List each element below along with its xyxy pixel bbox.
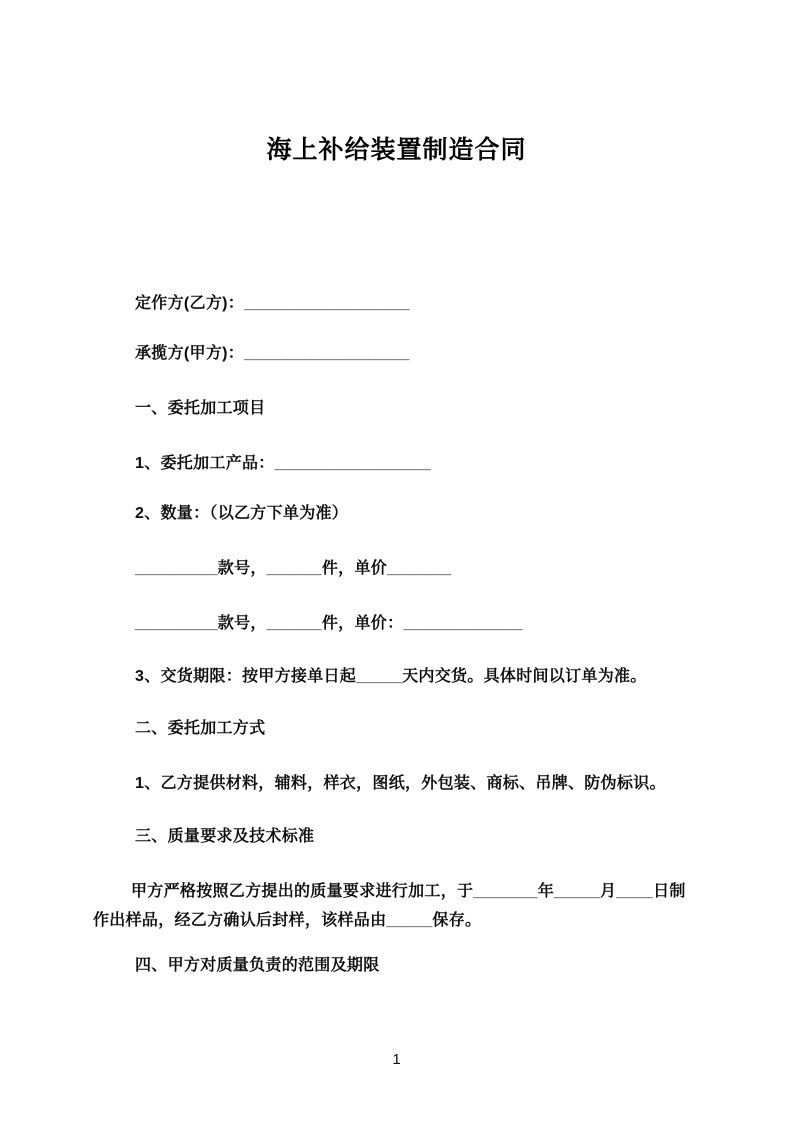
line-quality-p1: 甲方严格按照乙方提出的质量要求进行加工，于_______年_____月____日制 <box>131 883 686 900</box>
section-3-heading: 三、质量要求及技术标准 <box>135 828 315 845</box>
line-party-b: 定作方(乙方)：__________________ <box>135 295 410 312</box>
line-delivery-term: 3、交货期限：按甲方接单日起_____天内交货。具体时间以订单为准。 <box>135 668 647 685</box>
line-style-price-2: _________款号，______件，单价：_____________ <box>135 615 523 632</box>
page-number: 1 <box>392 1051 401 1068</box>
line-style-price-1: _________款号，______件，单价_______ <box>135 560 452 577</box>
section-4-heading: 四、甲方对质量负责的范围及期限 <box>135 957 380 974</box>
line-quality-p2: 作出样品，经乙方确认后封样，该样品由_____保存。 <box>93 912 482 929</box>
section-1-heading: 一、委托加工项目 <box>135 400 266 417</box>
line-quantity: 2、数量：（以乙方下单为准） <box>135 505 349 522</box>
section-2-heading: 二、委托加工方式 <box>135 720 266 737</box>
document-title: 海上补给装置制造合同 <box>266 136 527 164</box>
line-materials: 1、乙方提供材料，辅料，样衣，图纸，外包装、商标、吊牌、防伪标识。 <box>135 775 666 792</box>
line-party-a: 承揽方(甲方)：__________________ <box>135 345 410 362</box>
line-product: 1、委托加工产品：_________________ <box>135 455 431 472</box>
